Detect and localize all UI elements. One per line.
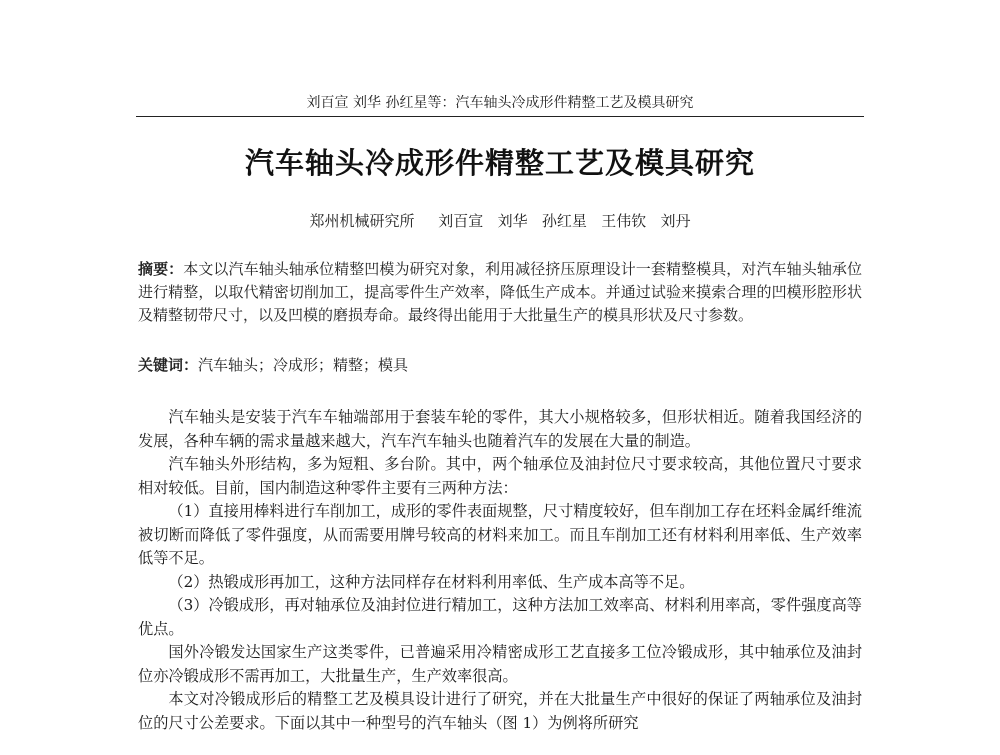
paragraph-1: 汽车轴头是安装于汽车车轴端部用于套装车轮的零件，其大小规格较多，但形状相近。随着我国经济的发展，各种车辆的需求量越来越大，汽车汽车轴头也随着汽车的发展在大量的制造。 [138, 408, 862, 450]
paragraph-3: （1）直接用棒料进行车削加工，成形的零件表面规整，尺寸精度较好，但车削加工存在坯料金属纤维流被切断而降低了零件强度，从而需要用牌号较高的材料来加工。而且车削加工还有材料利用率低、生产效率低等不足。 [138, 502, 862, 567]
paper-title: 汽车轴头冷成形件精整工艺及模具研究 [244, 146, 755, 180]
keywords [138, 354, 862, 377]
paragraph-6: 国外冷锻发达国家生产这类零件，已普遍采用冷精密成形工艺直接多工位冷锻成形，其中轴承位及油封位亦冷锻成形不需再加工，大批量生产，生产效率很高。 [138, 643, 862, 685]
paragraph-5: （3）冷锻成形，再对轴承位及油封位进行精加工，这种方法加工效率高、材料利用率高，零件强度高等优点。 [138, 596, 862, 638]
paragraph-4: （2）热锻成形再加工，这种方法同样存在材料利用率低、生产成本高等不足。 [168, 572, 695, 591]
header-rule [136, 116, 864, 117]
keywords-text: 汽车轴头；冷成形；精整；模具 [198, 356, 409, 374]
abstract-text: 本文以汽车轴头轴承位精整凹模为研究对象，利用减径挤压原理设计一套精整模具，对汽车轴头轴承位进行精整，以取代精密切削加工，提高零件生产效率，降低生产成本。并通过试验来摸索合理的凹模形腔形状及精整韧带尺寸，以及凹模的磨损寿命。最终得出能用于大批量生产的模具形状及尺寸参数。 [138, 260, 862, 324]
body-text [138, 406, 862, 735]
abstract [138, 258, 862, 327]
keywords-label: 关键词： [138, 356, 199, 374]
paragraph-7: 本文对冷锻成形后的精整工艺及模具设计进行了研究，并在大批量生产中很好的保证了两轴承位及油封位的尺寸公差要求。下面以其中一种型号的汽车轴头（图 1）为例将所研究 [138, 690, 862, 732]
running-header: 刘百宣 刘华 孙红星等：汽车轴头冷成形件精整工艺及模具研究 [306, 95, 694, 111]
abstract-label: 摘要： [138, 260, 184, 278]
authors-line: 郑州机械研究所 刘百宣 刘华 孙红星 王伟钦 刘丹 [309, 212, 691, 230]
paragraph-2: 汽车轴头外形结构，多为短粗、多台阶。其中，两个轴承位及油封位尺寸要求较高，其他位置尺寸要求相对较低。目前，国内制造这种零件主要有三两种方法： [138, 455, 862, 497]
